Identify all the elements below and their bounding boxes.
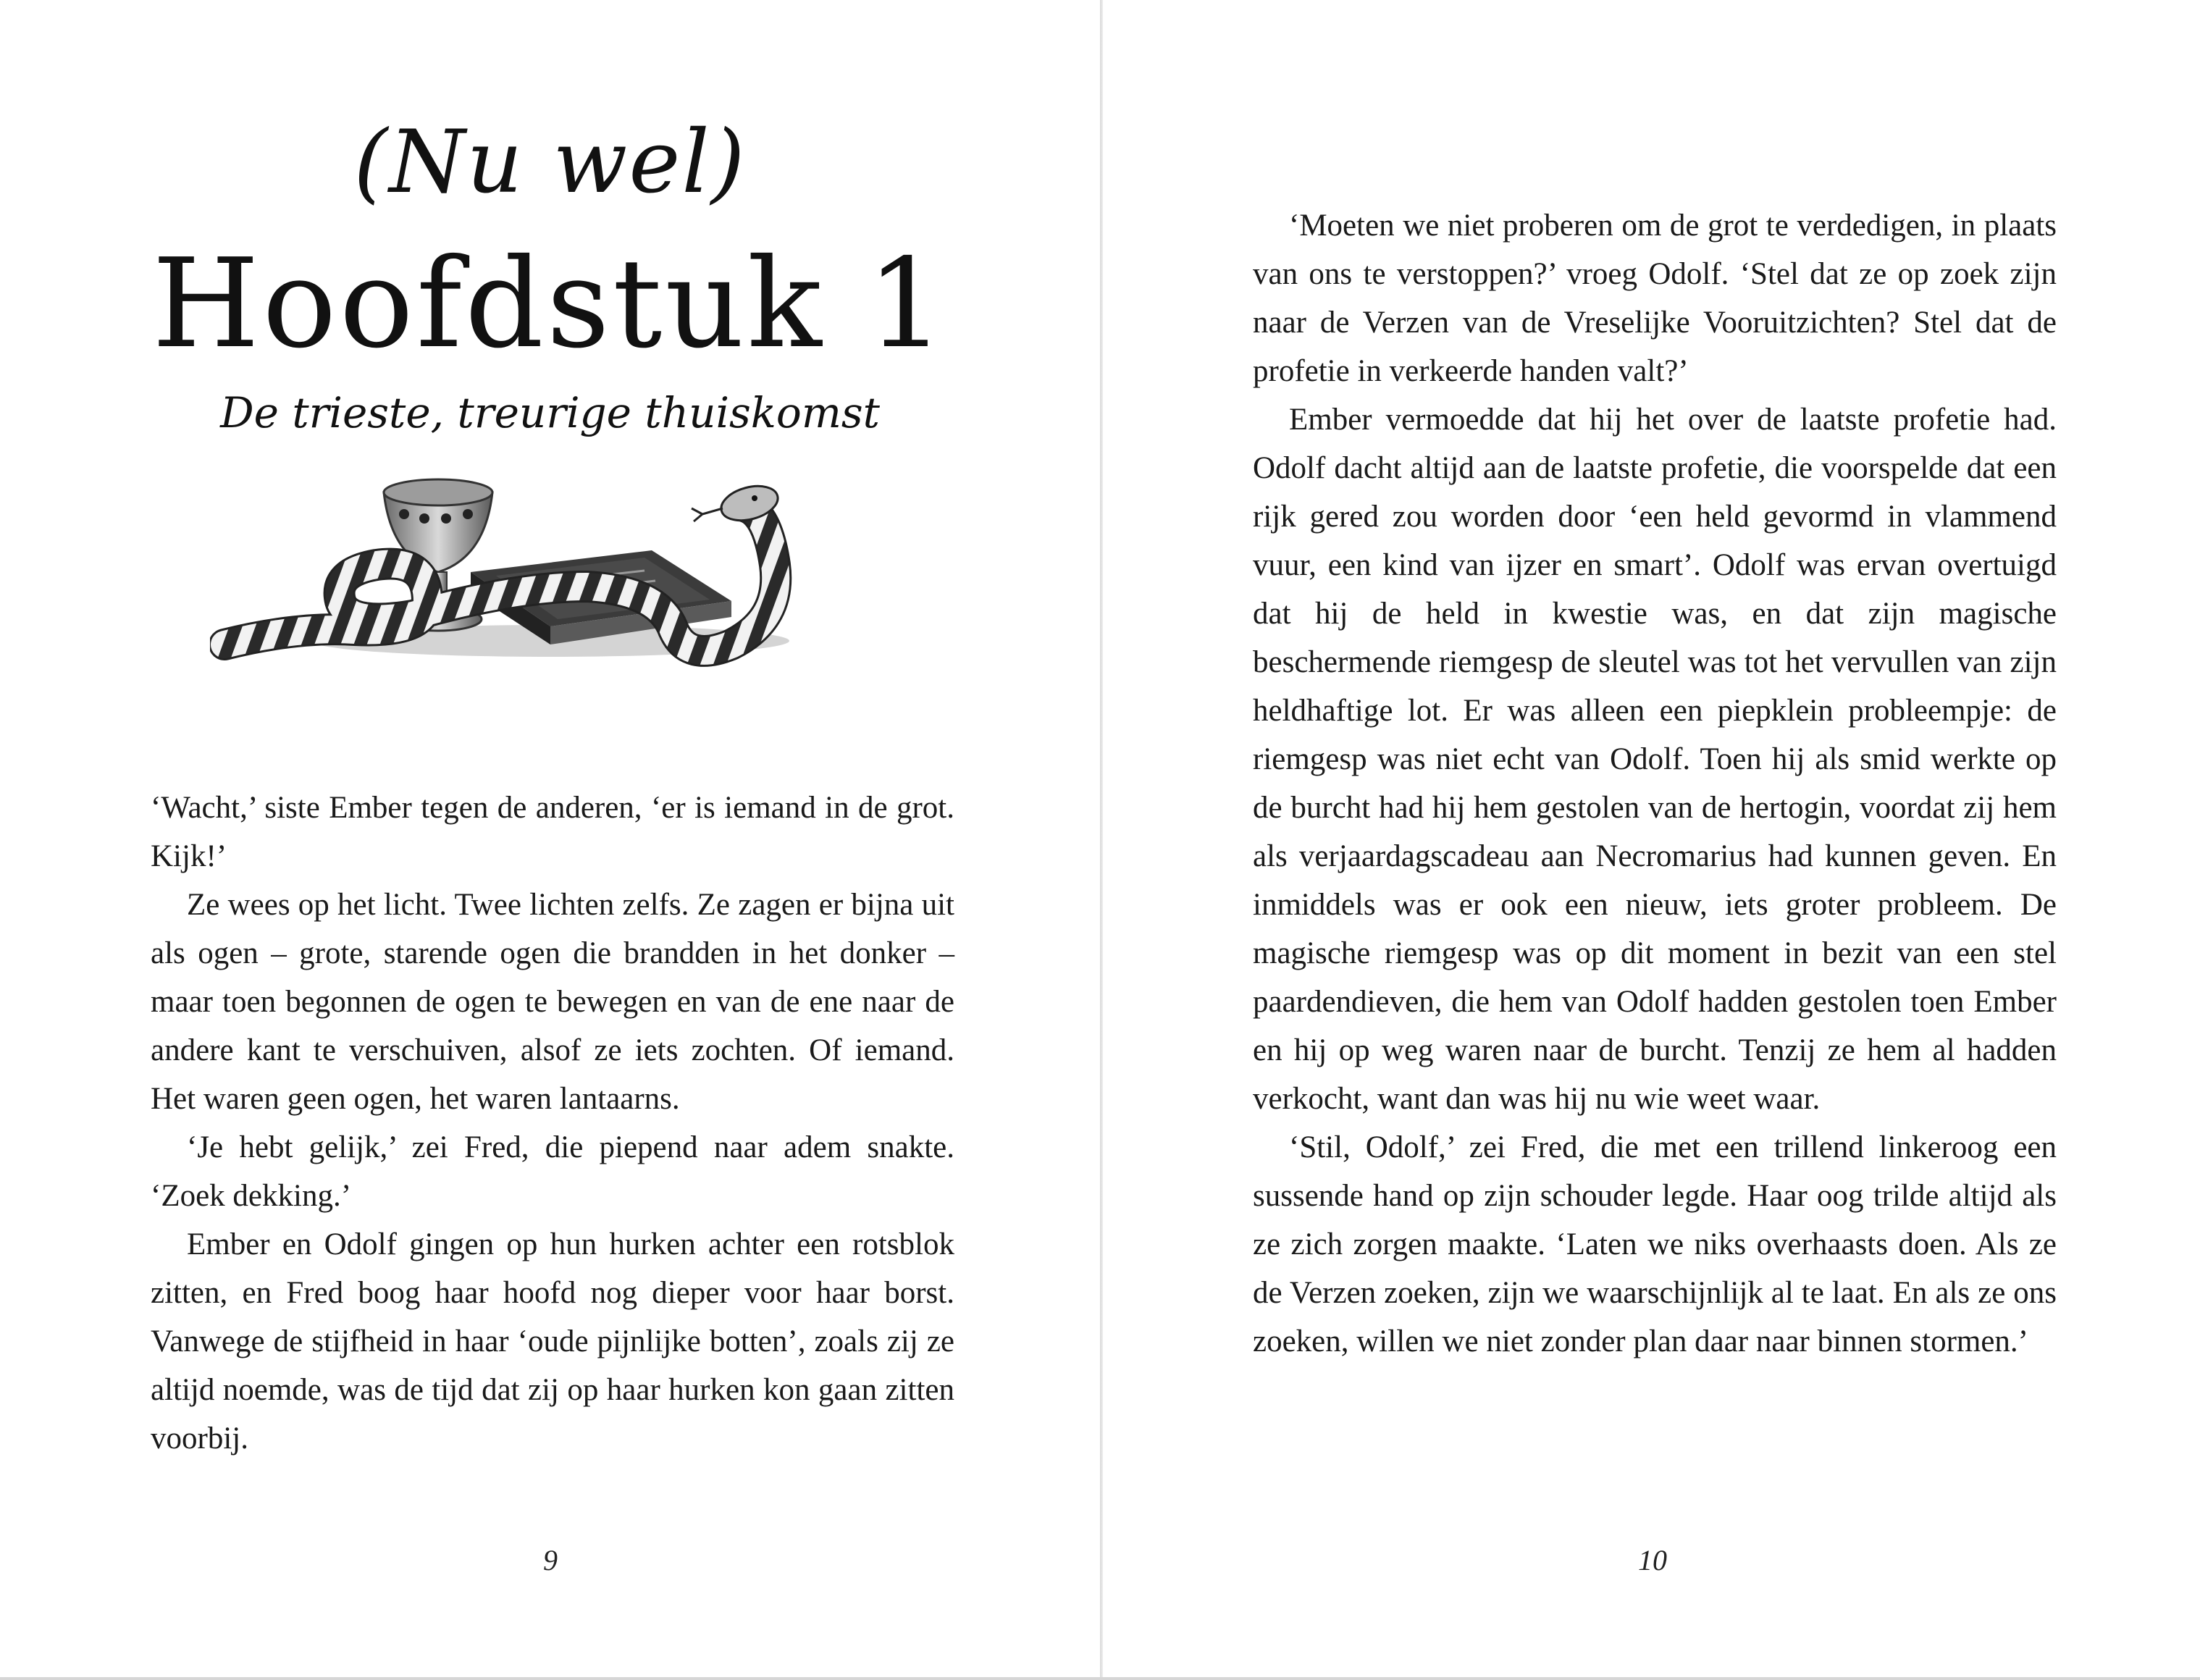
paragraph: ‘Stil, Odolf,’ zei Fred, die met een trillend linkeroog een sussende hand op zijn schouder legde. Haar oog trilde altijd als ze zich zorgen maakte. ‘Laten we niks overhaasts doen. Als ze de Verzen zoeken, zijn we waarschijnlijk al te laat. En als ze ons zoeken, willen we niet zonder plan daar naar binnen stormen.’ <box>1253 1130 2057 1358</box>
paragraph: ‘Moeten we niet proberen om de grot te verdedigen, in plaats van ons te verstoppen?’ vroeg Odolf. ‘Stel dat ze op zoek zijn naar de Verzen van de Vreselijke Vooruitzichten? Stel dat de profetie in verkeerde handen valt?’ <box>1253 209 2057 388</box>
page-number-right: 10 <box>1638 1544 1667 1576</box>
right-page <box>1103 0 2200 1677</box>
paragraph: Ember vermoedde dat hij het over de laatste profetie had. Odolf dacht altijd aan de laatste profetie, die voorspelde dat een rijk gered zou worden door ‘een held gevormd in vlammend vuur, een kind van ijzer en smart’. Odolf was ervan overtuigd dat hij de held in kwestie was, en dat zijn magische beschermende riemgesp de sleutel was tot het vervullen van zijn heldhaftige lot. Er was alleen een piepklein probleempje: de riemgesp was niet echt van Odolf. Toen hij als smid werkte op de burcht had hij hem gestolen van de hertogin, voordat zij hem als verjaardagscadeau aan Necromarius had kunnen geven. En inmiddels was er ook een nieuw, iets groter probleem. De magische riemgesp was op dit moment in bezit van een stel paardendieven, die hem van Odolf hadden gestolen toen Ember en hij op weg waren naar de burcht. Tenzij ze hem al hadden verkocht, want dan was hij nu wie weet waar. <box>1253 403 2057 1116</box>
paragraph: Ember en Odolf gingen op hun hurken achter een rotsblok zitten, en Fred boog haar hoofd nog dieper voor haar borst. Vanwege de stijfheid in haar ‘oude pijnlijke botten’, zoals zij ze altijd noemde, was de tijd dat zij op haar hurken kon gaan zitten voorbij. <box>151 1227 954 1456</box>
page-bottom-edge <box>0 1677 2200 1680</box>
chapter-pre-heading: (Nu wel) <box>353 112 747 213</box>
chapter-title: Hoofdstuk 1 <box>152 232 948 376</box>
page-number-left: 9 <box>543 1544 558 1576</box>
chapter-subtitle: De trieste, treurige thuiskomst <box>220 388 880 437</box>
left-page <box>0 0 1100 1677</box>
paragraph: ‘Je hebt gelijk,’ zei Fred, die piepend naar adem snakte. ‘Zoek dekking.’ <box>151 1130 954 1213</box>
left-page-body <box>151 784 954 1463</box>
paragraph: Ze wees op het licht. Twee lichten zelfs. Ze zagen er bijna uit als ogen – grote, starende ogen die brandden in het donker – maar toen begonnen de ogen te bewegen en van de ene naar de andere kant te verschuiven, alsof ze iets zochten. Of iemand. Het waren geen ogen, het waren lantaarns. <box>151 888 954 1116</box>
right-page-body <box>1253 201 2057 1366</box>
paragraph: ‘Wacht,’ siste Ember tegen de anderen, ‘er is iemand in de grot. Kijk!’ <box>151 791 954 873</box>
chapter-illustration <box>210 463 862 695</box>
